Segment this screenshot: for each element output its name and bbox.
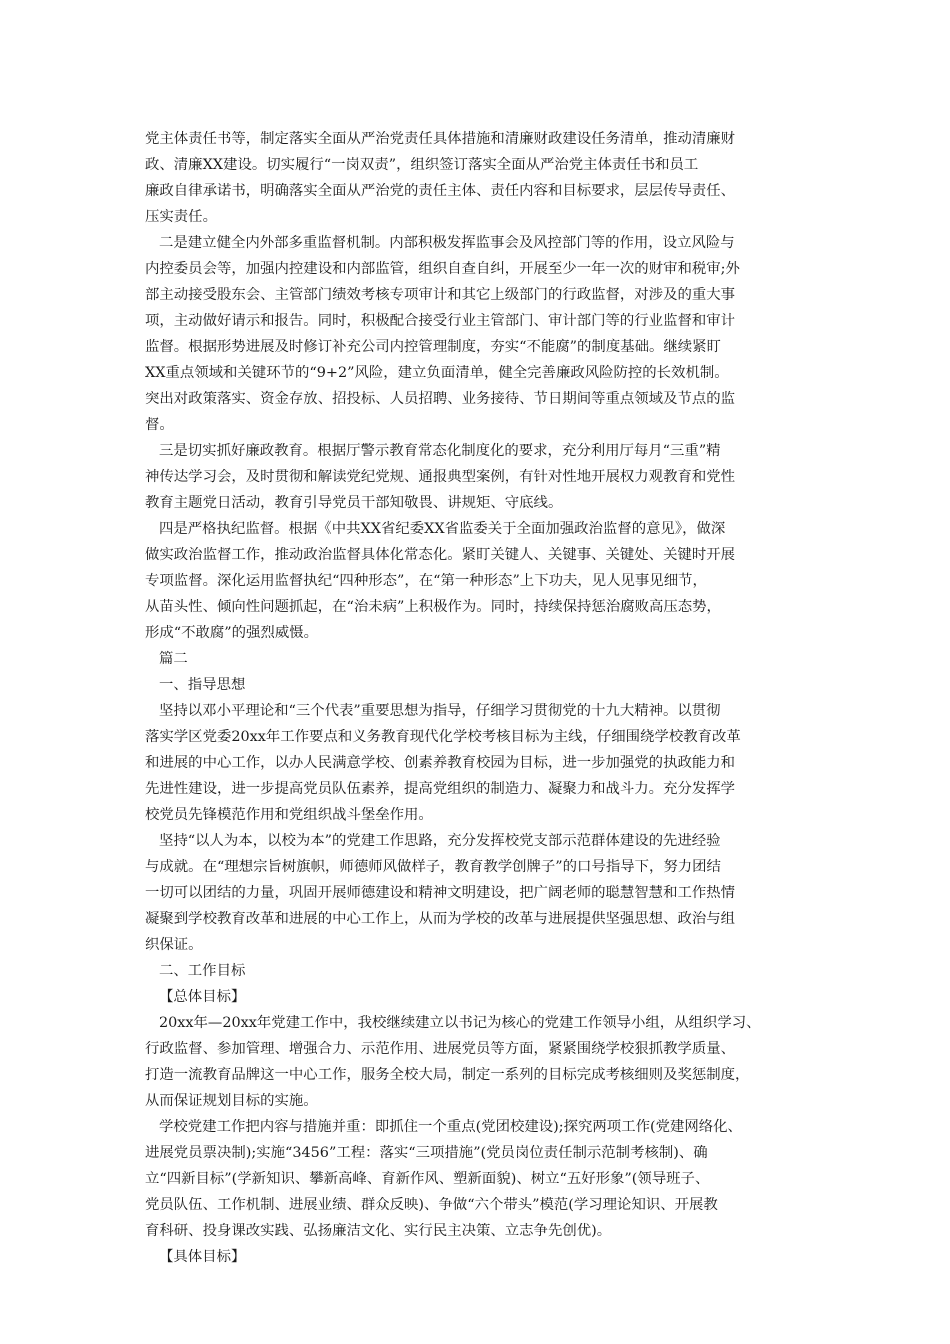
heading-specific-goals	[145, 1244, 805, 1270]
paragraph-p4	[145, 516, 805, 646]
text-line: 做实政治监督工作，推动政治监督具体化常态化。紧盯关键人、关键事、关键处、关键时开展	[145, 547, 736, 563]
text-line: 三是切实抓好廉政教育。根据厅警示教育常态化制度化的要求，充分利用厅每月“三重”精	[159, 443, 721, 459]
paragraph-p1	[145, 126, 805, 230]
text-line: 神传达学习会，及时贯彻和解读党纪党规、通报典型案例，有针对性地开展权力观教育和党性	[145, 469, 736, 485]
text-line: 先进性建设，进一步提高党员队伍素养，提高党组织的制造力、凝聚力和战斗力。充分发挥学	[145, 781, 736, 797]
text-line: 压实责任。	[145, 209, 217, 225]
text-line: 打造一流教育品牌这一中心工作，服务全校大局，制定一系列的目标完成考核细则及奖惩制度，	[145, 1067, 750, 1083]
text-line: 20xx年—20xx年党建工作中，我校继续建立以书记为核心的党建工作领导小组，从组织学习、	[159, 1015, 761, 1031]
text-line: 一切可以团结的力量，巩固开展师德建设和精神文明建设，把广阔老师的聪慧智慧和工作热情	[145, 885, 736, 901]
text-line: 织保证。	[145, 937, 203, 953]
text-line: 【具体目标】	[159, 1249, 246, 1265]
heading-work-goals	[145, 958, 805, 984]
text-line: 和进展的中心工作，以办人民满意学校、创素养教育校园为目标，进一步加强党的执政能力和	[145, 755, 736, 771]
text-line: 监督。根据形势进展及时修订补充公司内控管理制度，夯实“不能腐”的制度基础。继续紧盯	[145, 339, 721, 355]
text-line: 从而保证规划目标的实施。	[145, 1093, 318, 1109]
text-line: 政、清廉XX建设。切实履行“一岗双责”，组织签订落实全面从严治党主体责任书和员工	[145, 157, 699, 173]
text-line: 【总体目标】	[159, 989, 246, 1005]
text-line: 一、指导思想	[159, 677, 246, 693]
text-line: 从苗头性、倾向性问题抓起，在“治未病”上积极作为。同时，持续保持惩治腐败高压态势，	[145, 599, 721, 615]
text-line: 落实学区党委20xx年工作要点和义务教育现代化学校考核目标为主线，仔细围绕学校教育改革	[145, 729, 741, 745]
text-line: 进展党员票决制);实施“3456”工程：落实“三项措施”(党员岗位责任制示范制考核制)、确	[145, 1145, 708, 1161]
text-line: 四是严格执纪监督。根据《中共XX省纪委XX省监委关于全面加强政治监督的意见》，做深	[159, 521, 726, 537]
text-line: XX重点领域和关键环节的“9+2”风险，建立负面清单，健全完善廉政风险防控的长效机制。	[145, 365, 729, 381]
text-line: 篇二	[159, 651, 188, 667]
heading-overall-goals	[145, 984, 805, 1010]
text-line: 教育主题党日活动，教育引导党员干部知敬畏、讲规矩、守底线。	[145, 495, 563, 511]
text-line: 项，主动做好请示和报告。同时，积极配合接受行业主管部门、审计部门等的行业监督和审计	[145, 313, 736, 329]
heading-guiding-thought	[145, 672, 805, 698]
paragraph-p3	[145, 438, 805, 516]
text-line: 坚持以邓小平理论和“三个代表”重要思想为指导，仔细学习贯彻党的十九大精神。以贯彻	[159, 703, 721, 719]
text-line: 校党员先锋模范作用和党组织战斗堡垒作用。	[145, 807, 433, 823]
text-line: 立“四新目标”(学新知识、攀新高峰、育新作风、塑新面貌)、树立“五好形象”(领导班子、	[145, 1171, 710, 1187]
text-line: 形成“不敢腐”的强烈威慑。	[145, 625, 319, 641]
paragraph-p2	[145, 230, 805, 438]
text-line: 二是建立健全内外部多重监督机制。内部积极发挥监事会及风控部门等的作用，设立风险与	[159, 235, 735, 251]
text-line: 与成就。在“理想宗旨树旗帜，师德师风做样子，教育教学创牌子”的口号指导下，努力团结	[145, 859, 721, 875]
paragraph-p7	[145, 1010, 805, 1114]
text-line: 内控委员会等，加强内控建设和内部监管，组织自查自纠，开展至少一年一次的财审和税审;外	[145, 261, 740, 277]
text-line: 学校党建工作把内容与措施并重：即抓住一个重点(党团校建设);探究两项工作(党建网络化、	[159, 1119, 742, 1135]
heading-section-2	[145, 646, 805, 672]
text-line: 党员队伍、工作机制、进展业绩、群众反映)、争做“六个带头”模范(学习理论知识、开展教	[145, 1197, 718, 1213]
text-line: 专项监督。深化运用监督执纪“四种形态”，在“第一种形态”上下功夫，见人见事见细节，	[145, 573, 707, 589]
text-line: 廉政自律承诺书，明确落实全面从严治党的责任主体、责任内容和目标要求，层层传导责任、	[145, 183, 736, 199]
text-line: 坚持“以人为本，以校为本”的党建工作思路，充分发挥校党支部示范群体建设的先进经验	[159, 833, 721, 849]
text-line: 凝聚到学校教育改革和进展的中心工作上，从而为学校的改革与进展提供坚强思想、政治与组	[145, 911, 736, 927]
text-line: 部主动接受股东会、主管部门绩效考核专项审计和其它上级部门的行政监督，对涉及的重大事	[145, 287, 736, 303]
text-line: 二、工作目标	[159, 963, 246, 979]
text-line: 督。	[145, 417, 174, 433]
document-body	[145, 126, 805, 1270]
text-line: 党主体责任书等，制定落实全面从严治党责任具体措施和清廉财政建设任务清单，推动清廉财	[145, 131, 736, 147]
text-line: 行政监督、参加管理、增强合力、示范作用、进展党员等方面，紧紧围绕学校狠抓教学质量、	[145, 1041, 736, 1057]
text-line: 育科研、投身课改实践、弘扬廉洁文化、实行民主决策、立志争先创优)。	[145, 1223, 612, 1239]
text-line: 突出对政策落实、资金存放、招投标、人员招聘、业务接待、节日期间等重点领域及节点的监	[145, 391, 736, 407]
paragraph-p6	[145, 828, 805, 958]
paragraph-p8	[145, 1114, 805, 1244]
paragraph-p5	[145, 698, 805, 828]
